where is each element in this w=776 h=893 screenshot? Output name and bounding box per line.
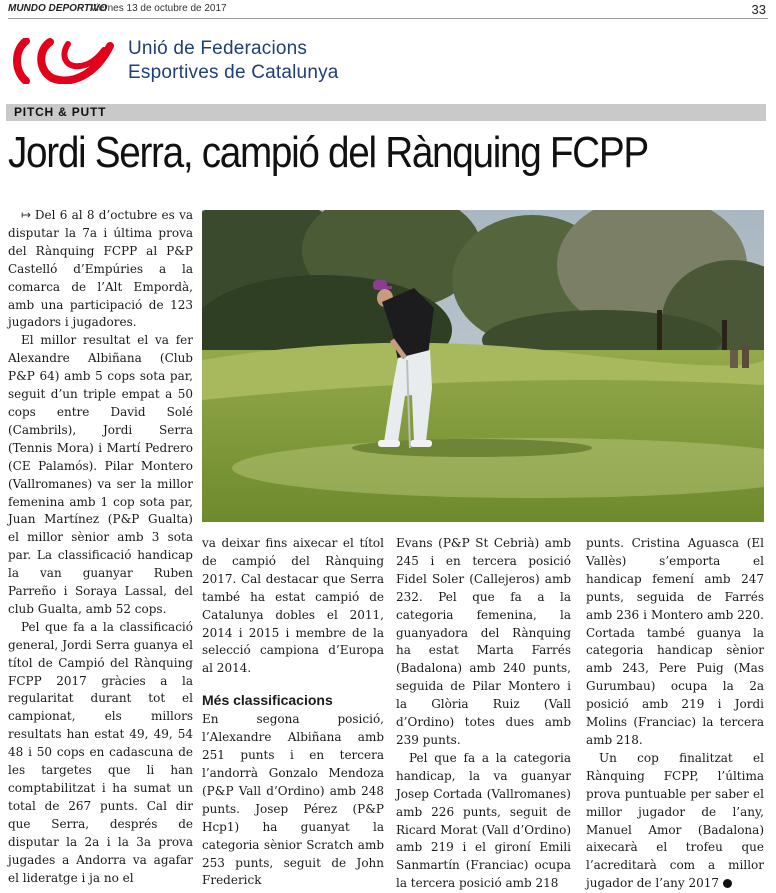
arrow-right-icon: ↦ bbox=[21, 208, 35, 222]
subheading: Més classificacions bbox=[202, 692, 333, 709]
article-paragraph: va deixar fins aixecar el títol de campió del Rànquing 2017. Cal destacar que Serra també ha estat campió de Catalunya dobles el 2011, 2014 i 2015 i membre de la selecció campiona d’Europa al 2014. bbox=[202, 536, 384, 676]
organization-line-2: Esportives de Catalunya bbox=[128, 62, 339, 83]
golfer-photo bbox=[202, 210, 764, 522]
article-paragraph: Pel que fa a la classificació general, Jordi Serra guanya el títol de Campió del Rànquing FCPP 2017 gràcies a la regularitat durant tot el campionat, els millors resultats han estat 49, 49, 54 48 i 50 cops en cadascuna de les targetes que li han comptabilitzat i ha sumat un total de 267 punts. Cal dir que Serra, després de disputar la 2a i la 3a prova jugades a Andorra va agafar el lideratge i ja no el bbox=[8, 619, 193, 885]
article-text: Un cop finalitzat el Rànquing FCPP, l’última prova puntuable per saber el millor jugador de l’any, Manuel Amor (Badalona) aixecarà el trofeu que l’acreditarà com a millor jugador de l’any 2017 bbox=[586, 750, 764, 891]
publication-date: Viernes 13 de octubre de 2017 bbox=[90, 3, 227, 14]
article-text: Del 6 al 8 d’octubre es va disputar la 7a i última prova del Rànquing FCPP al P&P Castelló d’Empúries a la comarca de l’Alt Empordà, amb una participació de 123 jugadors i jugadores. bbox=[8, 208, 194, 330]
headline: Jordi Serra, campió del Rànquing FCPP bbox=[8, 128, 648, 177]
federation-logo bbox=[10, 38, 114, 84]
article-paragraph: Evans (P&P St Cebrià) amb 245 i en tercera posició Fidel Soler (Callejeros) amb 232. Pel que fa a la categoria femenina, la guanyadora del Rànquing ha estat Marta Farrés (Badalona) amb 240 punts, seguida de Pilar Montero i la Glòria Ruiz (Vall d’Ordino) totes dues amb 239 punts. bbox=[396, 536, 571, 747]
running-header bbox=[8, 0, 768, 19]
article-column-3 bbox=[396, 535, 571, 893]
article-paragraph bbox=[8, 207, 193, 332]
article-paragraph bbox=[586, 750, 764, 893]
article-column-4 bbox=[586, 535, 764, 893]
article-paragraph: punts. Cristina Aguasca (El Vallès) s’emporta el handicap femení amb 247 punts, seguida de Farrés amb 236 i Montero amb 220. Cortada també guanya la categoria handicap sènior amb 243, Pere Puig (Mas Gurumbau) ocupa la 2a posició amb 219 i Jordi Molins (Franciac) la tercera amb 218. bbox=[586, 536, 764, 747]
article-paragraph: El millor resultat el va fer Alexandre Albiñana (Club P&P 64) amb 5 cops sota par, seguit d’un triple empat a 50 cops entre David Solé (Cambrils), Jordi Serra (Tennis Mora) i Martí Pedrero (CE Palamós). Pilar Montero (Vallromanes) va ser la millor femenina amb 1 cop sota par, Juan Martínez (P&P Gualta) el millor sènior amb 3 sota par. La classificació handicap la van guanyar Ruben Parreño i Soraya Lassal, del club Gualta, amb 52 cops. bbox=[8, 333, 193, 616]
organization-name bbox=[128, 37, 339, 85]
section-bar bbox=[6, 104, 766, 121]
article-paragraph: Pel que fa a la categoria handicap, la va guanyar Josep Cortada (Vallromanes) amb 226 punts, seguit de Ricard Morat (Vall d’Ordino) amb 219 i el gironí Emili Sanmartín (Franciac) ocupa la tercera posició amb 218 bbox=[396, 750, 571, 891]
section-label: PITCH & PUTT bbox=[14, 105, 107, 119]
page-number: 33 bbox=[751, 2, 766, 17]
article-column-2 bbox=[202, 535, 384, 890]
publication-name: MUNDO DEPORTIVO bbox=[8, 3, 108, 14]
article-paragraph: En segona posició, l’Alexandre Albiñana amb 251 punts i en tercera l’andorrà Gonzalo Mendoza (P&P Vall d’Ordino) amb 248 punts. Josep Pérez (P&P Hcp1) ha guanyat la categoria sènior Scratch amb 253 punts, seguit de John Frederick bbox=[202, 712, 384, 888]
organization-line-1: Unió de Federacions bbox=[128, 38, 308, 59]
article-column-1 bbox=[8, 207, 193, 887]
end-of-article-icon bbox=[723, 879, 732, 888]
